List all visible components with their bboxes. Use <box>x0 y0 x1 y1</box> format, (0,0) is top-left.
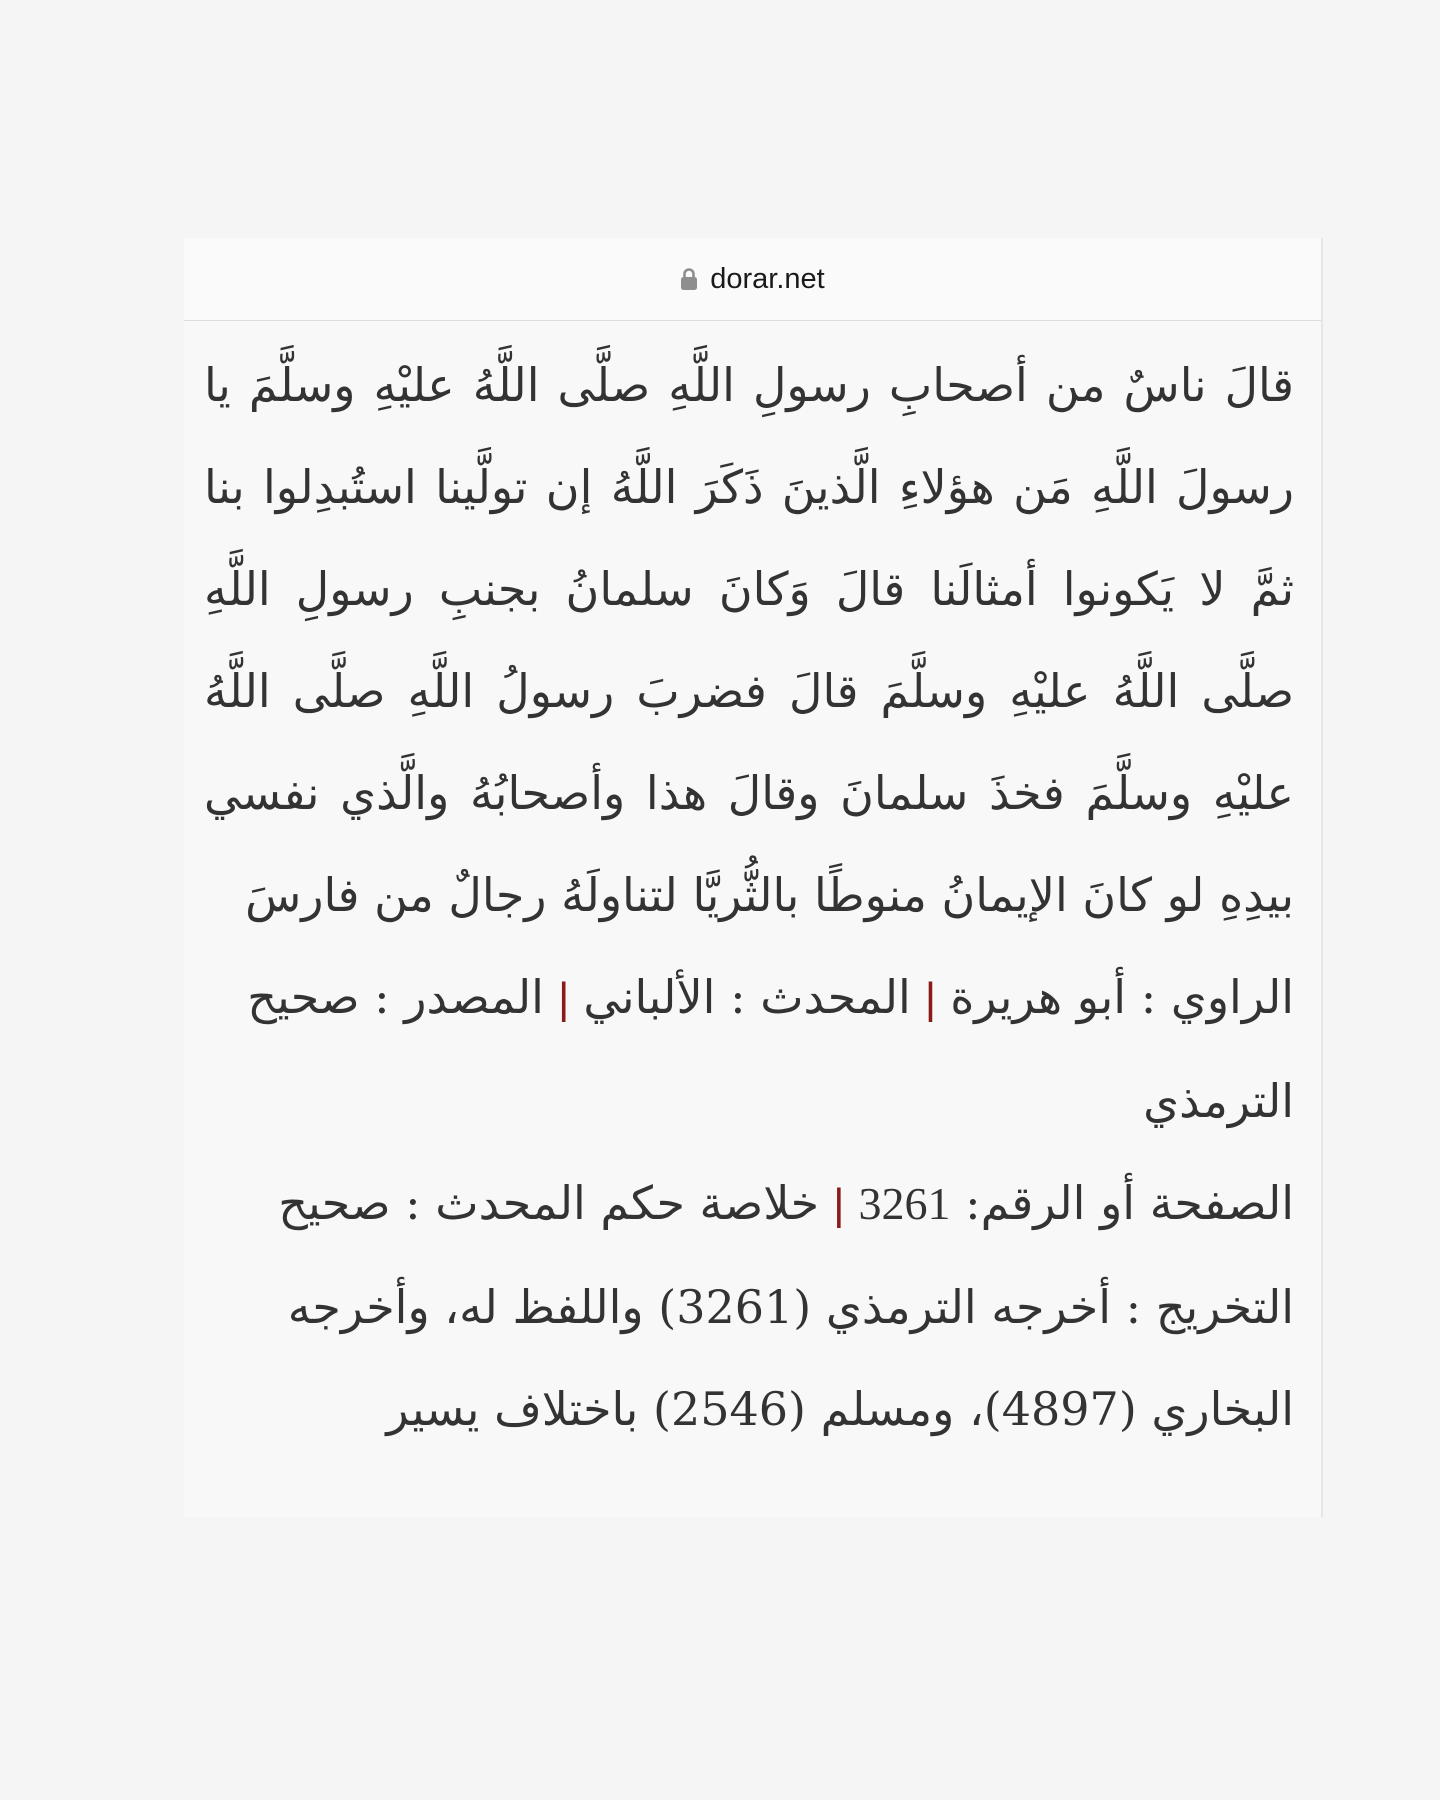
source: المصدر : صحيح الترمذي <box>247 970 1294 1128</box>
separator: | <box>924 974 937 1023</box>
lock-icon <box>680 266 698 290</box>
ruling: خلاصة حكم المحدث : صحيح <box>278 1176 820 1230</box>
hadith-text: قالَ ناسٌ من أصحابِ رسولِ اللَّهِ صلَّى اللَّهُ عليْهِ وسلَّمَ يا رسولَ اللَّهِ مَن هؤلاءِ الَّذينَ ذَكَرَ اللَّهُ إن تولَّينا استُبدِلوا بنا ثمَّ لا يَكونوا أمثالَنا قالَ وَكانَ سلمانُ بجنبِ رسولِ اللَّهِ صلَّى اللَّهُ عليْهِ وسلَّمَ قالَ فضربَ رسولُ اللَّهِ صلَّى اللَّهُ عليْهِ وسلَّمَ فخذَ سلمانَ وقالَ هذا وأصحابُهُ والَّذي نفسي بيدِهِ لو كانَ الإيمانُ منوطًا بالثُّريَّا لتناولَهُ رجالٌ من فارسَ <box>204 358 1294 922</box>
page-label: الصفحة أو الرقم: <box>965 1176 1294 1230</box>
screenshot <box>184 238 1323 1517</box>
narration-info <box>204 946 1294 1152</box>
separator: | <box>833 1180 845 1229</box>
url-text: dorar.net <box>710 262 825 295</box>
hadith-content <box>204 334 1294 1460</box>
page-number: 3261 <box>858 1178 951 1229</box>
muhaddith: المحدث : الألباني <box>583 970 911 1024</box>
ruling-info <box>204 1152 1294 1256</box>
separator: | <box>557 974 570 1023</box>
narrator: الراوي : أبو هريرة <box>950 970 1294 1024</box>
takhrij: التخريج : أخرجه الترمذي (3261) واللفظ له، وأخرجه البخاري (4897)، ومسلم (2546) باختلاف يسير <box>287 1280 1294 1436</box>
url-bar[interactable] <box>184 238 1321 321</box>
